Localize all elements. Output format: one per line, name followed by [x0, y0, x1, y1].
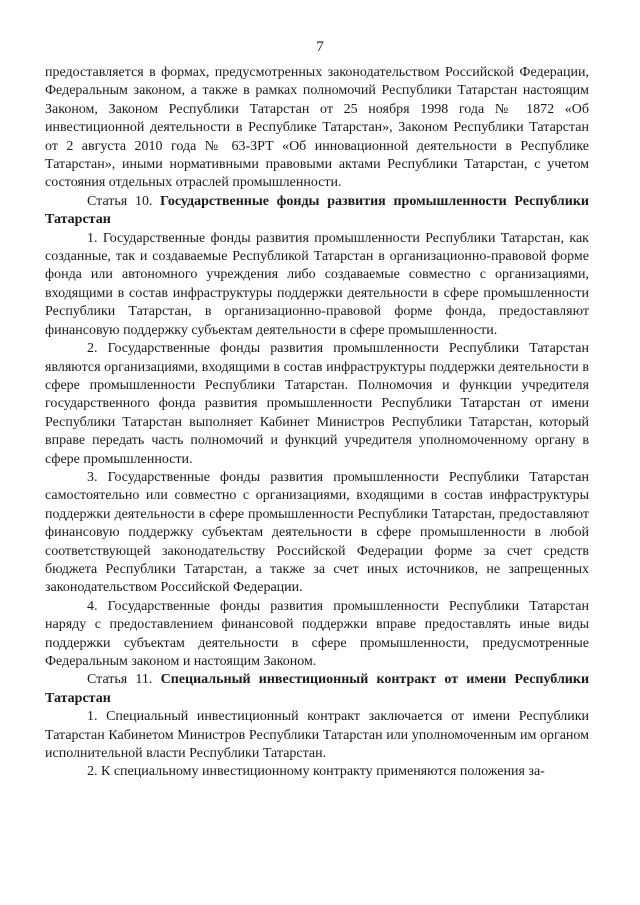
article-10-title: Государственные фонды развития промышленности Республики Татарстан	[45, 193, 589, 228]
document-body	[45, 64, 589, 782]
article-10-paragraph-3: 3. Государственные фонды развития промышленности Республики Татарстан самостоятельно или совместно с организациями, входящими в состав инфраструктуры поддержки деятельности в сфере промышленности Республики Татарстан, предоставляют финансовую поддержку субъектам деятельности в сфере промышленности в любой соответствующей законодательству Российской Федерации форме за счет средств бюджета Республики Татарстан, а также за счет иных источников, не запрещенных законодательством Российской Федерации.	[45, 469, 589, 596]
article-10-label: Статья 10.	[87, 193, 153, 209]
article-10-paragraph-2: 2. Государственные фонды развития промышленности Республики Татарстан являются организациями, входящими в состав инфраструктуры поддержки деятельности в сфере промышленности Республики Татарстан. Полномочия и функции учредителя государственного фонда развития промышленности Республики Татарстан от имени Республики Татарстан выполняет Кабинет Министров Республики Татарстан, который вправе передать часть полномочий и функций учредителя уполномоченному органу в сфере промышленности.	[45, 341, 589, 467]
article-11-label: Статья 11.	[87, 672, 153, 688]
article-10-paragraph-4: 4. Государственные фонды развития промышленности Республики Татарстан наряду с предоставлением финансовой поддержки вправе предоставлять иные виды поддержки субъектам деятельности в сфере промышленности, предусмотренные Федеральным законом и настоящим Законом.	[45, 598, 589, 669]
article-11-paragraph-2: 2. К специальному инвестиционному контракту применяются положения за-	[87, 764, 545, 780]
article-10-paragraph-1: 1. Государственные фонды развития промышленности Республики Татарстан, как созданные, так и создаваемые Республикой Татарстан в организационно-правовой форме фонда или автономного учреждения либо создаваемые совместно с организациями, входящими в состав инфраструктуры поддержки деятельности в сфере промышленности Республики Татарстан, в организационно-правовой форме фонда, предоставляют финансовую поддержку субъектам деятельности в сфере промышленности.	[45, 230, 589, 338]
article-11-heading	[45, 671, 589, 708]
article-10-heading	[45, 193, 589, 230]
article-11-paragraph-1: 1. Специальный инвестиционный контракт заключается от имени Республики Татарстан Кабинетом Министров Республики Татарстан или уполномоченным им органом исполнительной власти Республики Татарстан.	[45, 709, 589, 762]
article-11-title: Специальный инвестиционный контракт от имени Республики Татарстан	[45, 672, 590, 706]
intro-paragraph: предоставляется в формах, предусмотренных законодательством Российской Федерации, Федеральным законом, а также в рамках полномочий Республики Татарстан настоящим Законом, Законом Республики Татарстан от 25 ноября 1998 года № 1872 «Об инвестиционной деятельности в Республике Татарстан», Законом Республики Татарстан от 2 августа 2010 года № 63-ЗРТ «Об инновационной деятельности в Республике Татарстан», иными нормативными правовыми актами Республики Татарстан, с учетом состояния отдельных отраслей промышленности.	[45, 65, 589, 191]
page-number: 7	[316, 39, 324, 55]
